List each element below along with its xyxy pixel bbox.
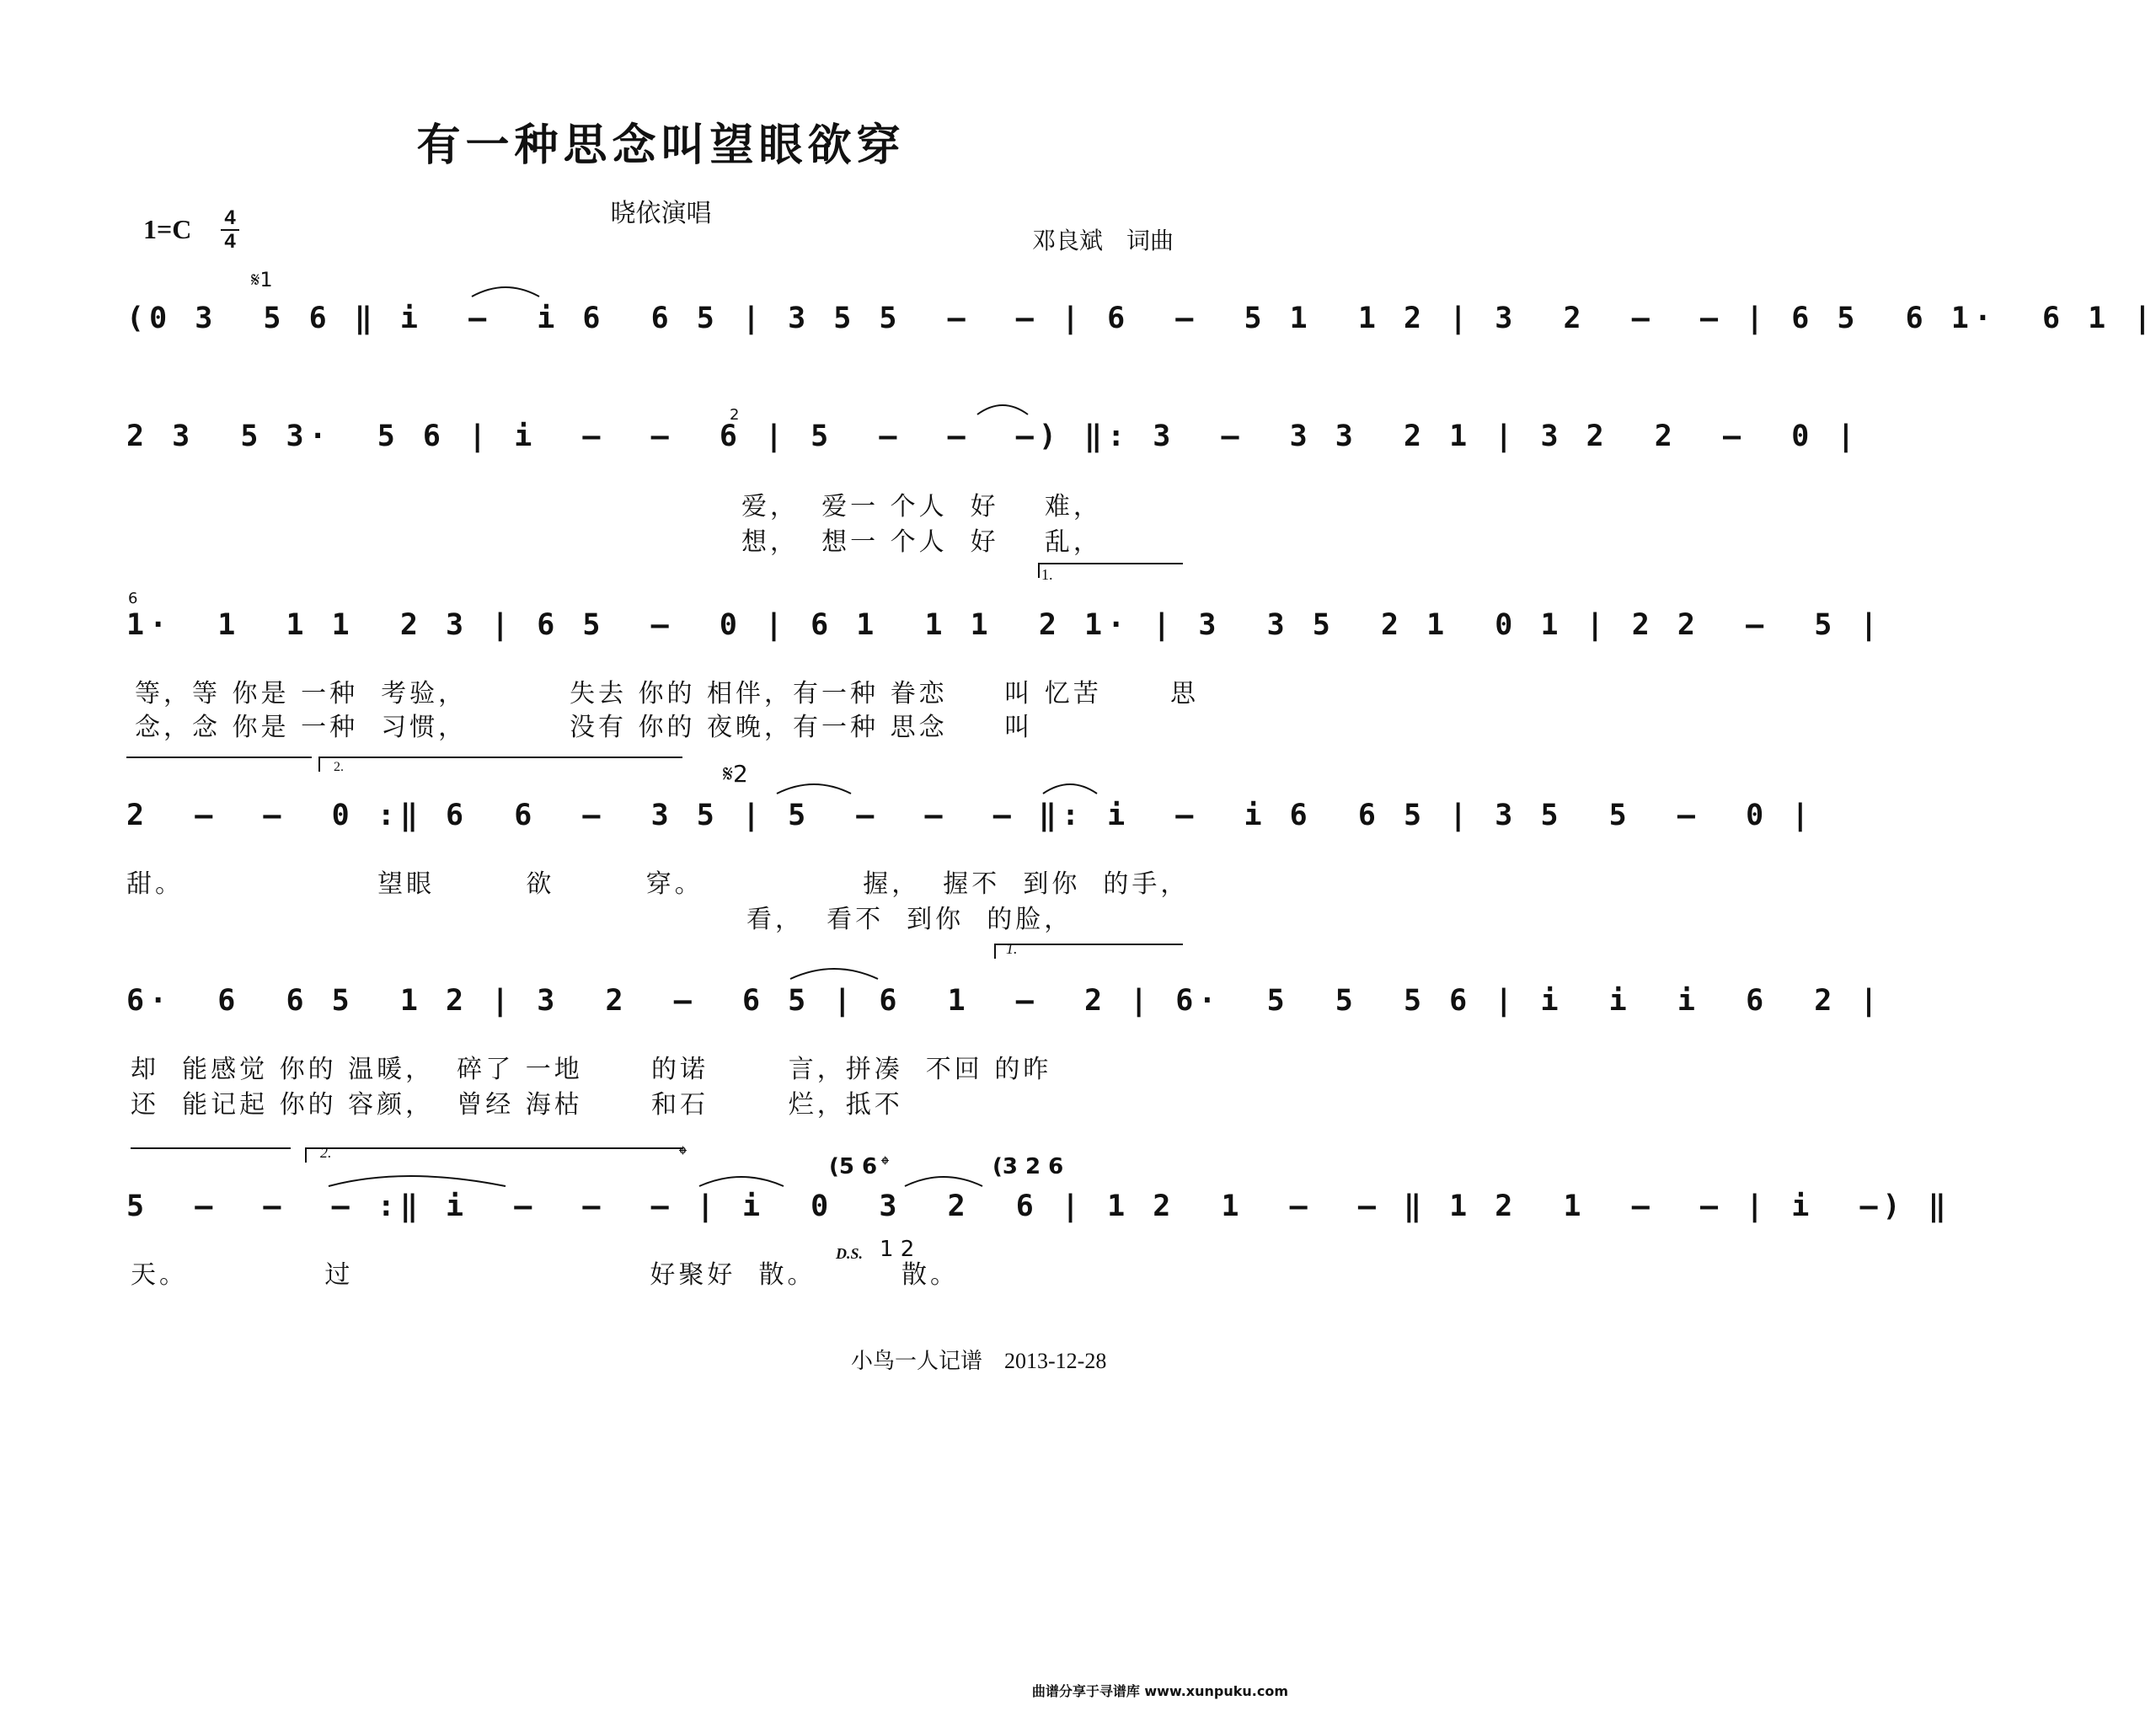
- lyric-line-1: 爱， 爱一 个人 好 难，: [741, 492, 1102, 521]
- volta-bracket-1b: [994, 944, 1183, 959]
- lyric-line-7: 却 能感觉 你的 温暖， 碎了 一地 的诺 言，拼凑 不回 的昨: [131, 1055, 1052, 1084]
- transcriber-credit: 小鸟一人记谱 2013-12-28: [851, 1349, 1107, 1373]
- lyric-line-9: 天。 过 好聚好 散。: [131, 1260, 816, 1290]
- intro-phrase-b: (3 2 6: [992, 1154, 1064, 1179]
- volta-label-1a: 1.: [1041, 566, 1053, 583]
- ds-number: 1 2: [880, 1237, 915, 1262]
- slur-mark: [905, 1177, 982, 1186]
- slur-mark: [699, 1177, 784, 1186]
- slur-mark: [777, 784, 851, 794]
- volta-bracket-2a: [318, 757, 682, 772]
- segno-marker-1: 𝄋1: [251, 268, 273, 291]
- slur-mark: [790, 969, 878, 979]
- volta-bracket-2b: [305, 1147, 682, 1163]
- key-signature: 1=C: [143, 214, 192, 244]
- lyric-line-6: 看， 看不 到你 的脸，: [746, 905, 1073, 934]
- volta-continuation-1b: [131, 1147, 291, 1163]
- lyric-line-10: 散。: [901, 1260, 959, 1290]
- notation-system-6: 5 – – – :‖ i – – – | i 0 3 2 6 | 1 2 1 – – ‖ 1 2 1 – – | i –) ‖: [126, 1190, 1951, 1223]
- notation-system-1: (0 3 5 6 ‖ i – i 6 6 5 | 3 5 5 – – | 6 – 5 1 1 2 | 3 2 – – | 6 5 6 1· 6 1 |: [126, 302, 2156, 335]
- composer-credit: 邓良斌 词曲: [1031, 227, 1174, 254]
- coda-marker-1: 𝄌: [679, 1142, 687, 1168]
- volta-continuation-1a: [126, 757, 312, 772]
- lyric-line-4: 念，念 你是 一种 习惯， 没有 你的 夜晚，有一种 思念 叫: [135, 713, 1034, 742]
- singer-line: 晓依演唱: [610, 199, 712, 228]
- slur-mark: [1043, 784, 1097, 794]
- notation-system-4: 2 – – 0 :‖ 6 6 – 3 5 | 5 – – – ‖: i – i 6 6 5 | 3 5 5 – 0 |: [126, 799, 1815, 832]
- notation-system-2: 2 3 5 3· 5 6 | i – – 6 | 5 – – –) ‖: 3 – 3 3 2 1 | 3 2 2 – 0 |: [126, 420, 1860, 453]
- notation-system-3: 1· 1 1 1 2 3 | 6 5 – 0 | 6 1 1 1 2 1· | 3 3 5 2 1 0 1 | 2 2 – 5 |: [126, 608, 1883, 642]
- repeat-count-b: 6: [128, 590, 138, 607]
- slur-mark: [472, 287, 539, 297]
- source-footer: 曲谱分享于寻谱库 www.xunpuku.com: [1031, 1683, 1288, 1699]
- volta-label-2a: 2.: [334, 760, 344, 774]
- slur-mark: [977, 405, 1028, 414]
- slur-mark: [329, 1176, 506, 1186]
- song-title: 有一种思念叫望眼欲穿: [416, 120, 906, 171]
- lyric-line-8: 还 能记起 你的 容颜， 曾经 海枯 和石 烂，抵不: [131, 1090, 903, 1120]
- volta-bracket-1a: [1038, 563, 1183, 578]
- notation-system-5: 6· 6 6 5 1 2 | 3 2 – 6 5 | 6 1 – 2 | 6· 5 5 5 6 | i i i 6 2 |: [126, 984, 1883, 1018]
- ds-marker: D.S.: [836, 1245, 864, 1262]
- volta-label-1b: 1.: [1006, 940, 1018, 957]
- intro-phrase-a: (5 6: [829, 1154, 878, 1179]
- time-signature-top: 4: [224, 206, 236, 229]
- coda-marker-2: 𝄌: [881, 1152, 889, 1178]
- time-signature-bottom: 4: [224, 230, 236, 253]
- lyric-line-5: 甜。 望眼 欲 穿。 握， 握不 到你 的手，: [126, 869, 1190, 899]
- lyric-line-2: 想， 想一 个人 好 乱，: [741, 527, 1102, 557]
- repeat-count-a: 2: [730, 406, 740, 424]
- volta-label-2b: 2.: [320, 1144, 332, 1161]
- time-signature: [217, 207, 243, 253]
- lyric-line-3: 等，等 你是 一种 考验， 失去 你的 相伴，有一种 眷恋 叫 忆苦 思: [135, 679, 1200, 708]
- segno-marker-2: 𝄋2: [723, 760, 748, 788]
